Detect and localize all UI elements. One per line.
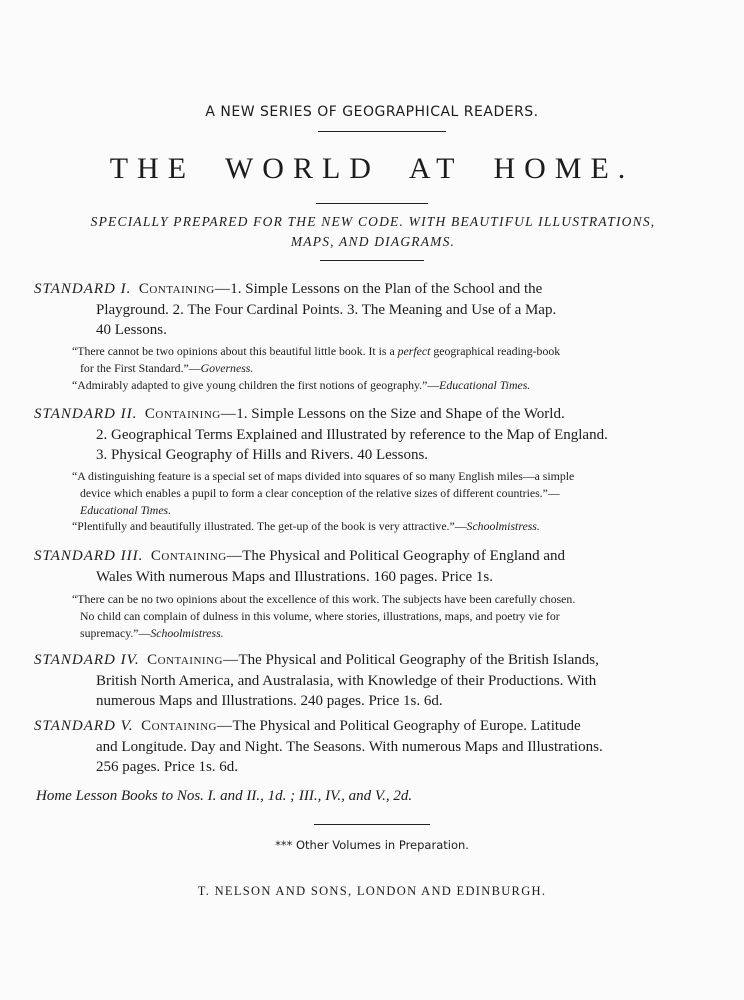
quote-line: “A distinguishing feature is a special set of maps divided into squares of so many English miles—a simple (72, 469, 575, 483)
standard-iv-entry (34, 650, 706, 712)
containing-label: Containing— (150, 548, 243, 564)
standard-i-text-1: 1. Simple Lessons on the Plan of the School and the (230, 281, 543, 297)
containing-label: Containing— (147, 652, 239, 668)
standard-ii-name: STANDARD II. (34, 406, 138, 422)
containing-label: Containing— (138, 281, 231, 297)
standard-iii-text-1: The Physical and Political Geography of England and (242, 548, 566, 564)
quote-line: “There can be no two opinions about the excellence of this work. The subjects have been carefully chosen. (72, 592, 576, 606)
standard-iv-line-2: British North America, and Australasia, with Knowledge of their Productions. With (96, 672, 597, 689)
standard-iv-line-1 (34, 650, 706, 671)
quote-source: Schoolmistress. (150, 626, 224, 640)
quote-line (72, 343, 704, 360)
standard-iv-text-1: The Physical and Political Geography of the British Islands, (238, 652, 599, 668)
quote-text: “Admirably adapted to give young children the first notions of geography.”— (72, 378, 440, 392)
standard-i-line-1 (34, 279, 706, 300)
preparation-note: *** Other Volumes in Preparation. (275, 838, 469, 852)
review-quote (72, 343, 704, 377)
footer-rule (314, 824, 430, 825)
home-lesson-books-note: Home Lesson Books to Nos. I. and II., 1d. ; III., IV., and V., 2d. (36, 788, 413, 804)
standard-ii-entry (34, 404, 706, 466)
standard-iv-name: STANDARD IV. (34, 652, 140, 668)
heading-rule (318, 131, 446, 132)
standard-v-line-2: and Longitude. Day and Night. The Seasons. With numerous Maps and Illustrations. (96, 738, 603, 755)
quote-emphasis: perfect (397, 344, 431, 358)
title-rule (316, 203, 428, 204)
standard-ii-line-2: 2. Geographical Terms Explained and Illustrated by reference to the Map of England. (96, 426, 608, 443)
standard-i-name: STANDARD I. (34, 281, 132, 297)
subtitle-rule (320, 260, 424, 261)
standard-i-line-3: 40 Lessons. (96, 322, 167, 338)
quote-source: Schoolmistress. (466, 519, 540, 533)
standard-iii-name: STANDARD III. (34, 548, 144, 564)
standard-i-entry (34, 279, 706, 341)
review-quote (72, 468, 704, 519)
containing-label: Containing— (144, 406, 237, 422)
standard-v-line-1 (34, 716, 706, 737)
standard-iv-line-3: numerous Maps and Illustrations. 240 pages. Price 1s. 6d. (96, 693, 443, 709)
quote-line: device which enables a pupil to form a clear conception of the relative sizes of different countries.”— (80, 486, 560, 500)
standard-v-name: STANDARD V. (34, 718, 134, 734)
standard-v-entry (34, 716, 706, 778)
quote-source: Educational Times. (80, 503, 172, 517)
standard-v-line-3: 256 pages. Price 1s. 6d. (96, 759, 239, 775)
standard-iii-line-1 (34, 546, 706, 567)
quote-line (72, 377, 704, 394)
quote-source: Educational Times. (439, 378, 531, 392)
subtitle (30, 212, 716, 252)
quote-text: geographical reading-book (430, 344, 561, 358)
series-heading: A NEW SERIES OF GEOGRAPHICAL READERS. (205, 104, 539, 120)
containing-label: Containing— (141, 718, 233, 734)
standard-v-text-1: The Physical and Political Geography of Europe. Latitude (232, 718, 581, 734)
quote-text: “There cannot be two opinions about this beautiful little book. It is a (72, 344, 398, 358)
standard-ii-line-1 (34, 404, 706, 425)
review-quote (72, 518, 704, 535)
review-quote (72, 591, 704, 642)
standard-iii-entry (34, 546, 706, 587)
standard-ii-line-3: 3. Physical Geography of Hills and Rivers. 40 Lessons. (96, 447, 429, 463)
quote-line (72, 625, 704, 642)
quote-line: No child can complain of dulness in this volume, where stories, illustrations, maps, and poetry vie for (80, 609, 560, 623)
standard-i-line-2: Playground. 2. The Four Cardinal Points. 3. The Meaning and Use of a Map. (96, 301, 557, 318)
quote-text: for the First Standard.”— (80, 361, 201, 375)
quote-text: supremacy.”— (80, 626, 151, 640)
standard-iii-line-2: Wales With numerous Maps and Illustrations. 160 pages. Price 1s. (96, 568, 494, 585)
subtitle-line-1: SPECIALLY PREPARED FOR THE NEW CODE. WITH BEAUTIFUL ILLUSTRATIONS, (90, 214, 656, 229)
publisher-imprint: T. NELSON AND SONS, LONDON AND EDINBURGH. (197, 884, 547, 898)
quote-source: Governess. (200, 361, 254, 375)
quote-line (72, 360, 704, 377)
quote-line (72, 518, 704, 535)
quote-text: “Plentifully and beautifully illustrated. The get-up of the book is very attractive.”— (72, 519, 467, 533)
review-quote (72, 377, 704, 394)
page-title: THE WORLD AT HOME. (109, 152, 635, 185)
standard-ii-text-1: 1. Simple Lessons on the Size and Shape of the World. (236, 406, 565, 422)
subtitle-line-2: MAPS, AND DIAGRAMS. (290, 234, 456, 249)
